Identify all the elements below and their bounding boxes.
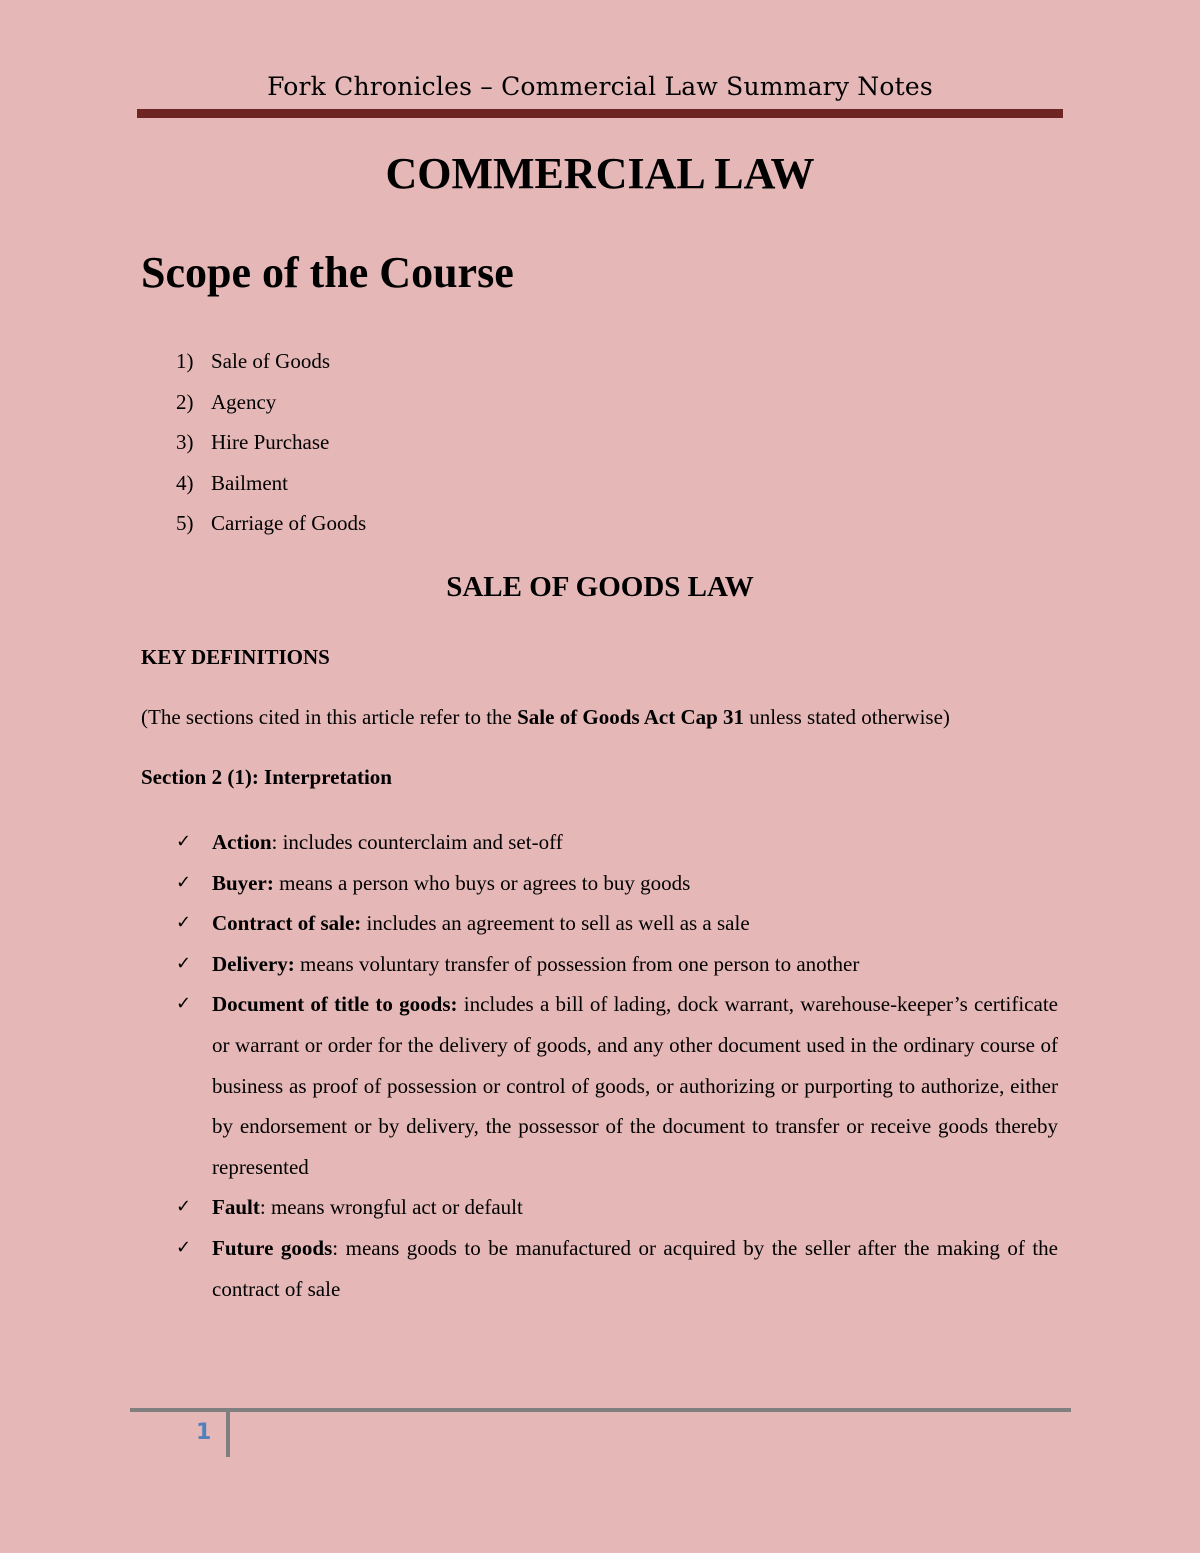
definition-term: Delivery: [212, 951, 295, 976]
note-text-before: (The sections cited in this article refer to the [141, 705, 518, 729]
list-number: 2) [176, 389, 194, 414]
list-item-label: Agency [211, 389, 277, 414]
definition-item [176, 863, 1058, 904]
note-text-after: unless stated otherwise) [744, 705, 950, 729]
check-icon: ✓ [176, 871, 192, 893]
sale-of-goods-heading: SALE OF GOODS LAW [446, 571, 754, 603]
definition-term: Buyer: [212, 870, 274, 895]
definition-text: means voluntary transfer of possession from one person to another [294, 951, 860, 976]
definition-term: Action [212, 830, 272, 854]
definition-separator: : [271, 830, 278, 854]
definition-text: includes a bill of lading, dock warrant, warehouse-keeper’s certificate or warrant or order for the delivery of goods, and any other document used in the ordinary course of business as proof of possession or control of goods, or authorizing or purporting to authorize, either by endorsement or by delivery, the possessor of the document to transfer or receive goods thereby represented [212, 992, 1058, 1179]
key-definitions-heading: KEY DEFINITIONS [141, 645, 330, 669]
list-number: 1) [176, 349, 194, 373]
list-number: 3) [176, 430, 194, 455]
header-divider [137, 109, 1063, 118]
definition-item [176, 1228, 1058, 1309]
list-number: 5) [176, 511, 194, 536]
scope-list [176, 346, 366, 549]
page-header: Fork Chronicles – Commercial Law Summary Notes [267, 72, 933, 101]
definition-term: Future goods [212, 1235, 333, 1260]
check-icon: ✓ [176, 831, 192, 852]
list-item-label: Carriage of Goods [211, 511, 367, 536]
scope-heading: Scope of the Course [141, 248, 514, 297]
definition-text: means goods to be manufactured or acquired by the seller after the making of the contract of sale [212, 1235, 1058, 1301]
page-number: 1 [196, 1420, 212, 1445]
list-number: 4) [176, 470, 194, 495]
list-item [176, 508, 366, 549]
list-item [176, 387, 366, 428]
interpretation-heading: Section 2 (1): Interpretation [141, 765, 392, 789]
list-item [176, 346, 366, 387]
sections-note [141, 705, 950, 730]
definition-term: Document of title to goods: [212, 992, 458, 1017]
check-icon: ✓ [176, 1196, 192, 1218]
definition-item [176, 944, 1058, 985]
definition-separator: : [332, 1235, 339, 1260]
document-title: COMMERCIAL LAW [385, 149, 815, 198]
definitions-list [176, 822, 1058, 1309]
definition-item [176, 903, 1058, 944]
list-item-label: Sale of Goods [211, 349, 330, 373]
list-item-label: Hire Purchase [211, 430, 330, 455]
check-icon: ✓ [176, 1236, 192, 1258]
act-name: Sale of Goods Act Cap 31 [517, 705, 745, 729]
list-item-label: Bailment [211, 470, 288, 495]
list-item [176, 427, 366, 468]
list-item [176, 468, 366, 509]
check-icon: ✓ [176, 912, 192, 934]
definition-term: Fault [212, 1195, 260, 1220]
check-icon: ✓ [176, 952, 192, 974]
definition-item [176, 822, 1058, 863]
definition-term: Contract of sale: [212, 911, 362, 936]
definition-text: includes counterclaim and set-off [277, 830, 563, 854]
footer-divider [130, 1408, 1071, 1412]
check-icon: ✓ [176, 993, 192, 1015]
definition-text: includes an agreement to sell as well as a sale [361, 911, 750, 936]
definition-item [176, 1187, 1058, 1228]
definition-item [176, 984, 1058, 1187]
footer-vertical-divider [226, 1412, 230, 1457]
definition-text: means a person who buys or agrees to buy goods [273, 870, 691, 895]
definition-text: means wrongful act or default [265, 1195, 523, 1220]
definition-separator: : [259, 1195, 266, 1220]
